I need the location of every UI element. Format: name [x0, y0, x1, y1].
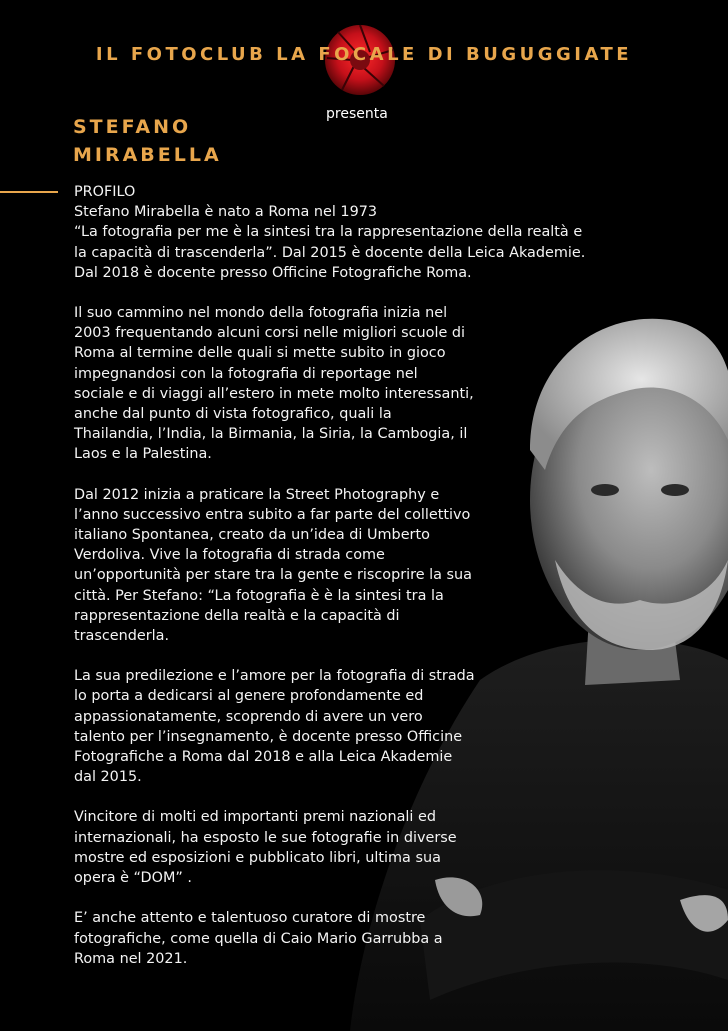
bio-line: Fotografiche a Roma dal 2018 e alla Leica Akademie: [74, 749, 453, 766]
last-name: MIRABELLA: [73, 144, 222, 166]
bio-line: La sua predilezione e l’amore per la fotografia di strada: [74, 668, 475, 685]
bio-line: italiano Spontanea, creato da un’idea di Umberto: [74, 527, 430, 544]
bio-line: Thailandia, l’India, la Birmania, la Siria, la Cambogia, il: [74, 426, 468, 443]
profile-label: PROFILO: [74, 184, 136, 200]
bio-line: Vincitore di molti ed importanti premi nazionali ed: [74, 809, 436, 826]
bio-line: internazionali, ha esposto le sue fotografie in diverse: [74, 829, 457, 846]
bio-line: Roma nel 2021.: [74, 950, 188, 967]
bio-line: un’opportunità per stare tra la gente e riscoprire la sua: [74, 567, 472, 584]
bio-line: Il suo cammino nel mondo della fotografia inizia nel: [74, 305, 448, 322]
bio-line: sociale e di viaggi all’estero in mete molto interessanti,: [74, 385, 474, 402]
bio-line: Dal 2012 inizia a praticare la Street Photography e: [74, 486, 440, 503]
bio-line: anche dal punto di vista fotografico, quali la: [74, 406, 392, 423]
presenta-label: presenta: [326, 106, 388, 122]
club-title: IL FOTOCLUB LA FOCALE DI BUGUGGIATE: [95, 44, 633, 65]
first-name: STEFANO: [73, 116, 192, 138]
intro-line: la capacità di trascenderla”. Dal 2015 è docente della Leica Akademie.: [74, 244, 586, 261]
bio-line: 2003 frequentando alcuni corsi nelle migliori scuole di: [74, 325, 466, 342]
bio-line: opera è “DOM” .: [74, 870, 192, 887]
bio-line: trascenderla.: [74, 628, 170, 645]
intro-line: Stefano Mirabella è nato a Roma nel 1973: [74, 204, 378, 221]
bio-line: mostre ed esposizioni e pubblicato libri, ultima sua: [74, 849, 441, 866]
bio-line: Verdoliva. Vive la fotografia di strada come: [74, 547, 385, 564]
bio-line: E’ anche attento e talentuoso curatore di mostre: [74, 910, 426, 927]
bio-line: rappresentazione della realtà e la capacità di: [74, 607, 400, 624]
bio-line: dal 2015.: [74, 769, 142, 786]
accent-divider: [0, 191, 58, 193]
bio-line: città. Per Stefano: “La fotografia è è la sintesi tra la: [74, 587, 444, 604]
bio-line: Laos e la Palestina.: [74, 446, 212, 463]
bio-line: impegnandosi con la fotografia di reportage nel: [74, 365, 418, 382]
intro-line: “La fotografia per me è la sintesi tra la rappresentazione della realtà e: [74, 224, 583, 241]
bio-line: talento per l’insegnamento, è docente presso Officine: [74, 728, 463, 745]
bio-line: Roma al termine delle quali si mette subito in gioco: [74, 345, 446, 362]
bio-line: fotografiche, come quella di Caio Mario Garrubba a: [74, 930, 443, 947]
profile-text: [74, 182, 674, 969]
intro-line: Dal 2018 è docente presso Officine Fotografiche Roma.: [74, 264, 472, 281]
bio-line: lo porta a dedicarsi al genere profondamente ed: [74, 688, 424, 705]
person-name: [73, 113, 222, 169]
bio-line: appassionatamente, scoprendo di avere un vero: [74, 708, 423, 725]
bio-line: l’anno successivo entra subito a far parte del collettivo: [74, 506, 471, 523]
